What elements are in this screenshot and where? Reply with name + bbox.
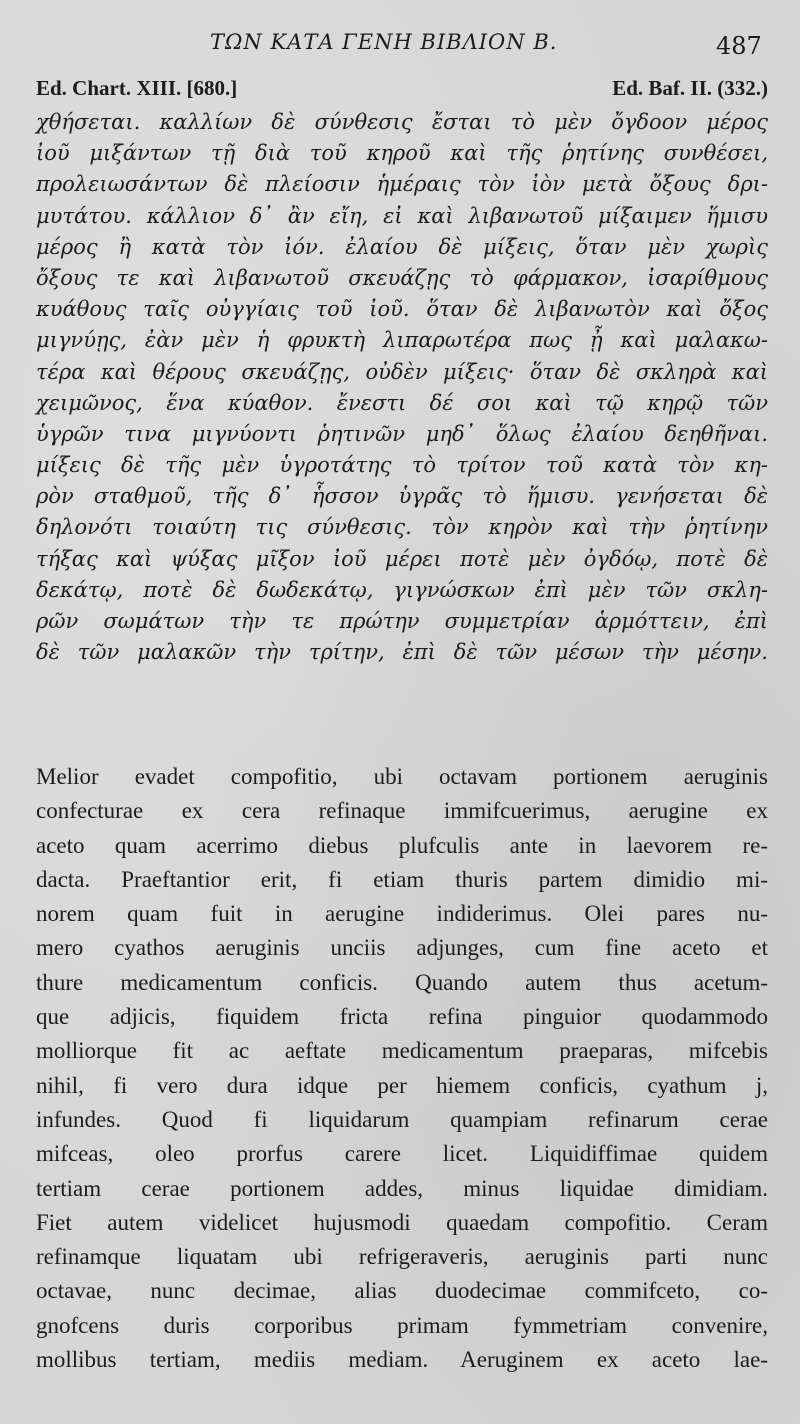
latin-line: mifceas, oleo prorfus carere licet. Liquidiffimae quidem bbox=[36, 1141, 768, 1167]
latin-line: norem quam fuit in aerugine indiderimus. Olei pares nu- bbox=[36, 901, 768, 927]
latin-line: mollibus tertiam, mediis mediam. Aeruginem ex aceto lae- bbox=[36, 1347, 768, 1373]
latin-line: Fiet autem videlicet hujusmodi quaedam compofitio. Ceram bbox=[36, 1209, 768, 1235]
latin-line: refinamque liquatam ubi refrigeraveris, aeruginis parti nunc bbox=[36, 1244, 768, 1270]
greek-line: δὲ τῶν μαλακῶν τὴν τρίτην, ἐπὶ δὲ τῶν μέσων τὴν μέσην. bbox=[36, 640, 768, 665]
edition-reference-chartier: Ed. Chart. XIII. [680.] bbox=[36, 76, 238, 100]
latin-line: dacta. Praeftantior erit, fi etiam thuris partem dimidio mi- bbox=[36, 866, 768, 892]
running-head bbox=[0, 26, 800, 66]
greek-line: κυάθους ταῖς οὐγγίαις τοῦ ἰοῦ. ὅταν δὲ λιβανωτὸν καὶ ὄξος bbox=[36, 297, 768, 322]
edition-reference-basel: Ed. Baf. II. (332.) bbox=[612, 76, 768, 100]
latin-line: molliorque fit ac aeftate medicamentum praeparas, mifcebis bbox=[36, 1038, 768, 1064]
greek-line: χθήσεται. καλλίων δὲ σύνθεσις ἔσται τὸ μὲν ὄγδοον μέρος bbox=[36, 110, 768, 134]
latin-line: Melior evadet compofitio, ubi octavam portionem aeruginis bbox=[36, 764, 768, 789]
latin-line: thure medicamentum conficis. Quando autem thus acetum- bbox=[36, 969, 768, 995]
greek-line: δεκάτῳ, ποτὲ δὲ δωδεκάτῳ, γιγνώσκων ἐπὶ μὲν τῶν σκλη- bbox=[36, 577, 768, 602]
greek-text-block bbox=[36, 107, 768, 668]
greek-line: τήξας καὶ ψύξας μῖξον ἰοῦ μέρει ποτὲ μὲν ὀγδόῳ, ποτὲ δὲ bbox=[36, 546, 768, 571]
greek-line: ρὸν σταθμοῦ, τῆς δ᾿ ἧσσον ὑγρᾶς τὸ ἥμισυ. γενήσεται δὲ bbox=[36, 484, 768, 509]
greek-line: μίξεις δὲ τῆς μὲν ὑγροτάτης τὸ τρίτον τοῦ κατὰ τὸν κη- bbox=[36, 453, 768, 478]
latin-line: octavae, nunc decimae, alias duodecimae commifceto, co- bbox=[36, 1278, 768, 1304]
greek-line: μυτάτου. κάλλιον δ᾿ ἂν εἴη, εἰ καὶ λιβανωτοῦ μίξαιμεν ἥμισυ bbox=[36, 203, 768, 228]
greek-line: ὄξους τε καὶ λιβανωτοῦ σκευάζῃς τὸ φάρμακον, ἰσαρίθμους bbox=[36, 265, 768, 290]
page-number: 487 bbox=[716, 32, 762, 60]
greek-line: χειμῶνος, ἕνα κύαθον. ἔνεστι δέ σοι καὶ τῷ κηρῷ τῶν bbox=[36, 390, 768, 415]
greek-line: δηλονότι τοιαύτη τις σύνθεσις. τὸν κηρὸν καὶ τὴν ῥητίνην bbox=[36, 515, 768, 540]
greek-line: ρῶν σωμάτων τὴν τε πρώτην συμμετρίαν ἁρμόττειν, ἐπὶ bbox=[36, 609, 768, 633]
latin-line: infundes. Quod fi liquidarum quampiam refinarum cerae bbox=[36, 1106, 768, 1132]
latin-line: tertiam cerae portionem addes, minus liquidae dimidiam. bbox=[36, 1175, 768, 1201]
latin-line: mero cyathos aeruginis unciis adjunges, cum fine aceto et bbox=[36, 935, 768, 961]
latin-line: confecturae ex cera refinaque immifcuerimus, aerugine ex bbox=[36, 798, 768, 824]
greek-line: μέρος ἢ κατὰ τὸν ἰόν. ἐλαίου δὲ μίξεις, ὅταν μὲν χωρὶς bbox=[36, 234, 768, 259]
latin-text-block bbox=[36, 760, 768, 1377]
greek-line: προλειωσάντων δὲ πλείοσιν ἡμέραις τὸν ἰὸν μετὰ ὄξους δρι- bbox=[36, 172, 768, 197]
greek-line: ἰοῦ μιξάντων τῇ διὰ τοῦ κηροῦ καὶ τῆς ῥητίνης συνθέσει, bbox=[36, 141, 768, 166]
latin-line: aceto quam acerrimo diebus plufculis ante in laevorem re- bbox=[36, 832, 768, 858]
running-title: ΤΩΝ ΚΑΤΑ ΓΕΝΗ ΒΙΒΛΙΟΝ Β. bbox=[210, 30, 558, 54]
greek-line: ὑγρῶν τινα μιγνύοντι ῥητινῶν μηδ᾿ ὅλως ἐλαίου δεηθῆναι. bbox=[36, 421, 768, 446]
latin-line: nihil, fi vero dura idque per hiemem conficis, cyathum j, bbox=[36, 1072, 768, 1098]
latin-line: que adjicis, fiquidem fricta refina pinguior quodammodo bbox=[36, 1004, 768, 1030]
greek-line: τέρα καὶ θέρους σκευάζῃς, οὐδὲν μίξεις· ὅταν δὲ σκληρὰ καὶ bbox=[36, 359, 768, 384]
edition-references bbox=[36, 76, 768, 106]
greek-line: μιγνύῃς, ἐὰν μὲν ἡ φρυκτὴ λιπαρωτέρα πως ᾖ καὶ μαλακω- bbox=[36, 328, 768, 353]
latin-line: gnofcens duris corporibus primam fymmetriam convenire, bbox=[36, 1312, 768, 1338]
